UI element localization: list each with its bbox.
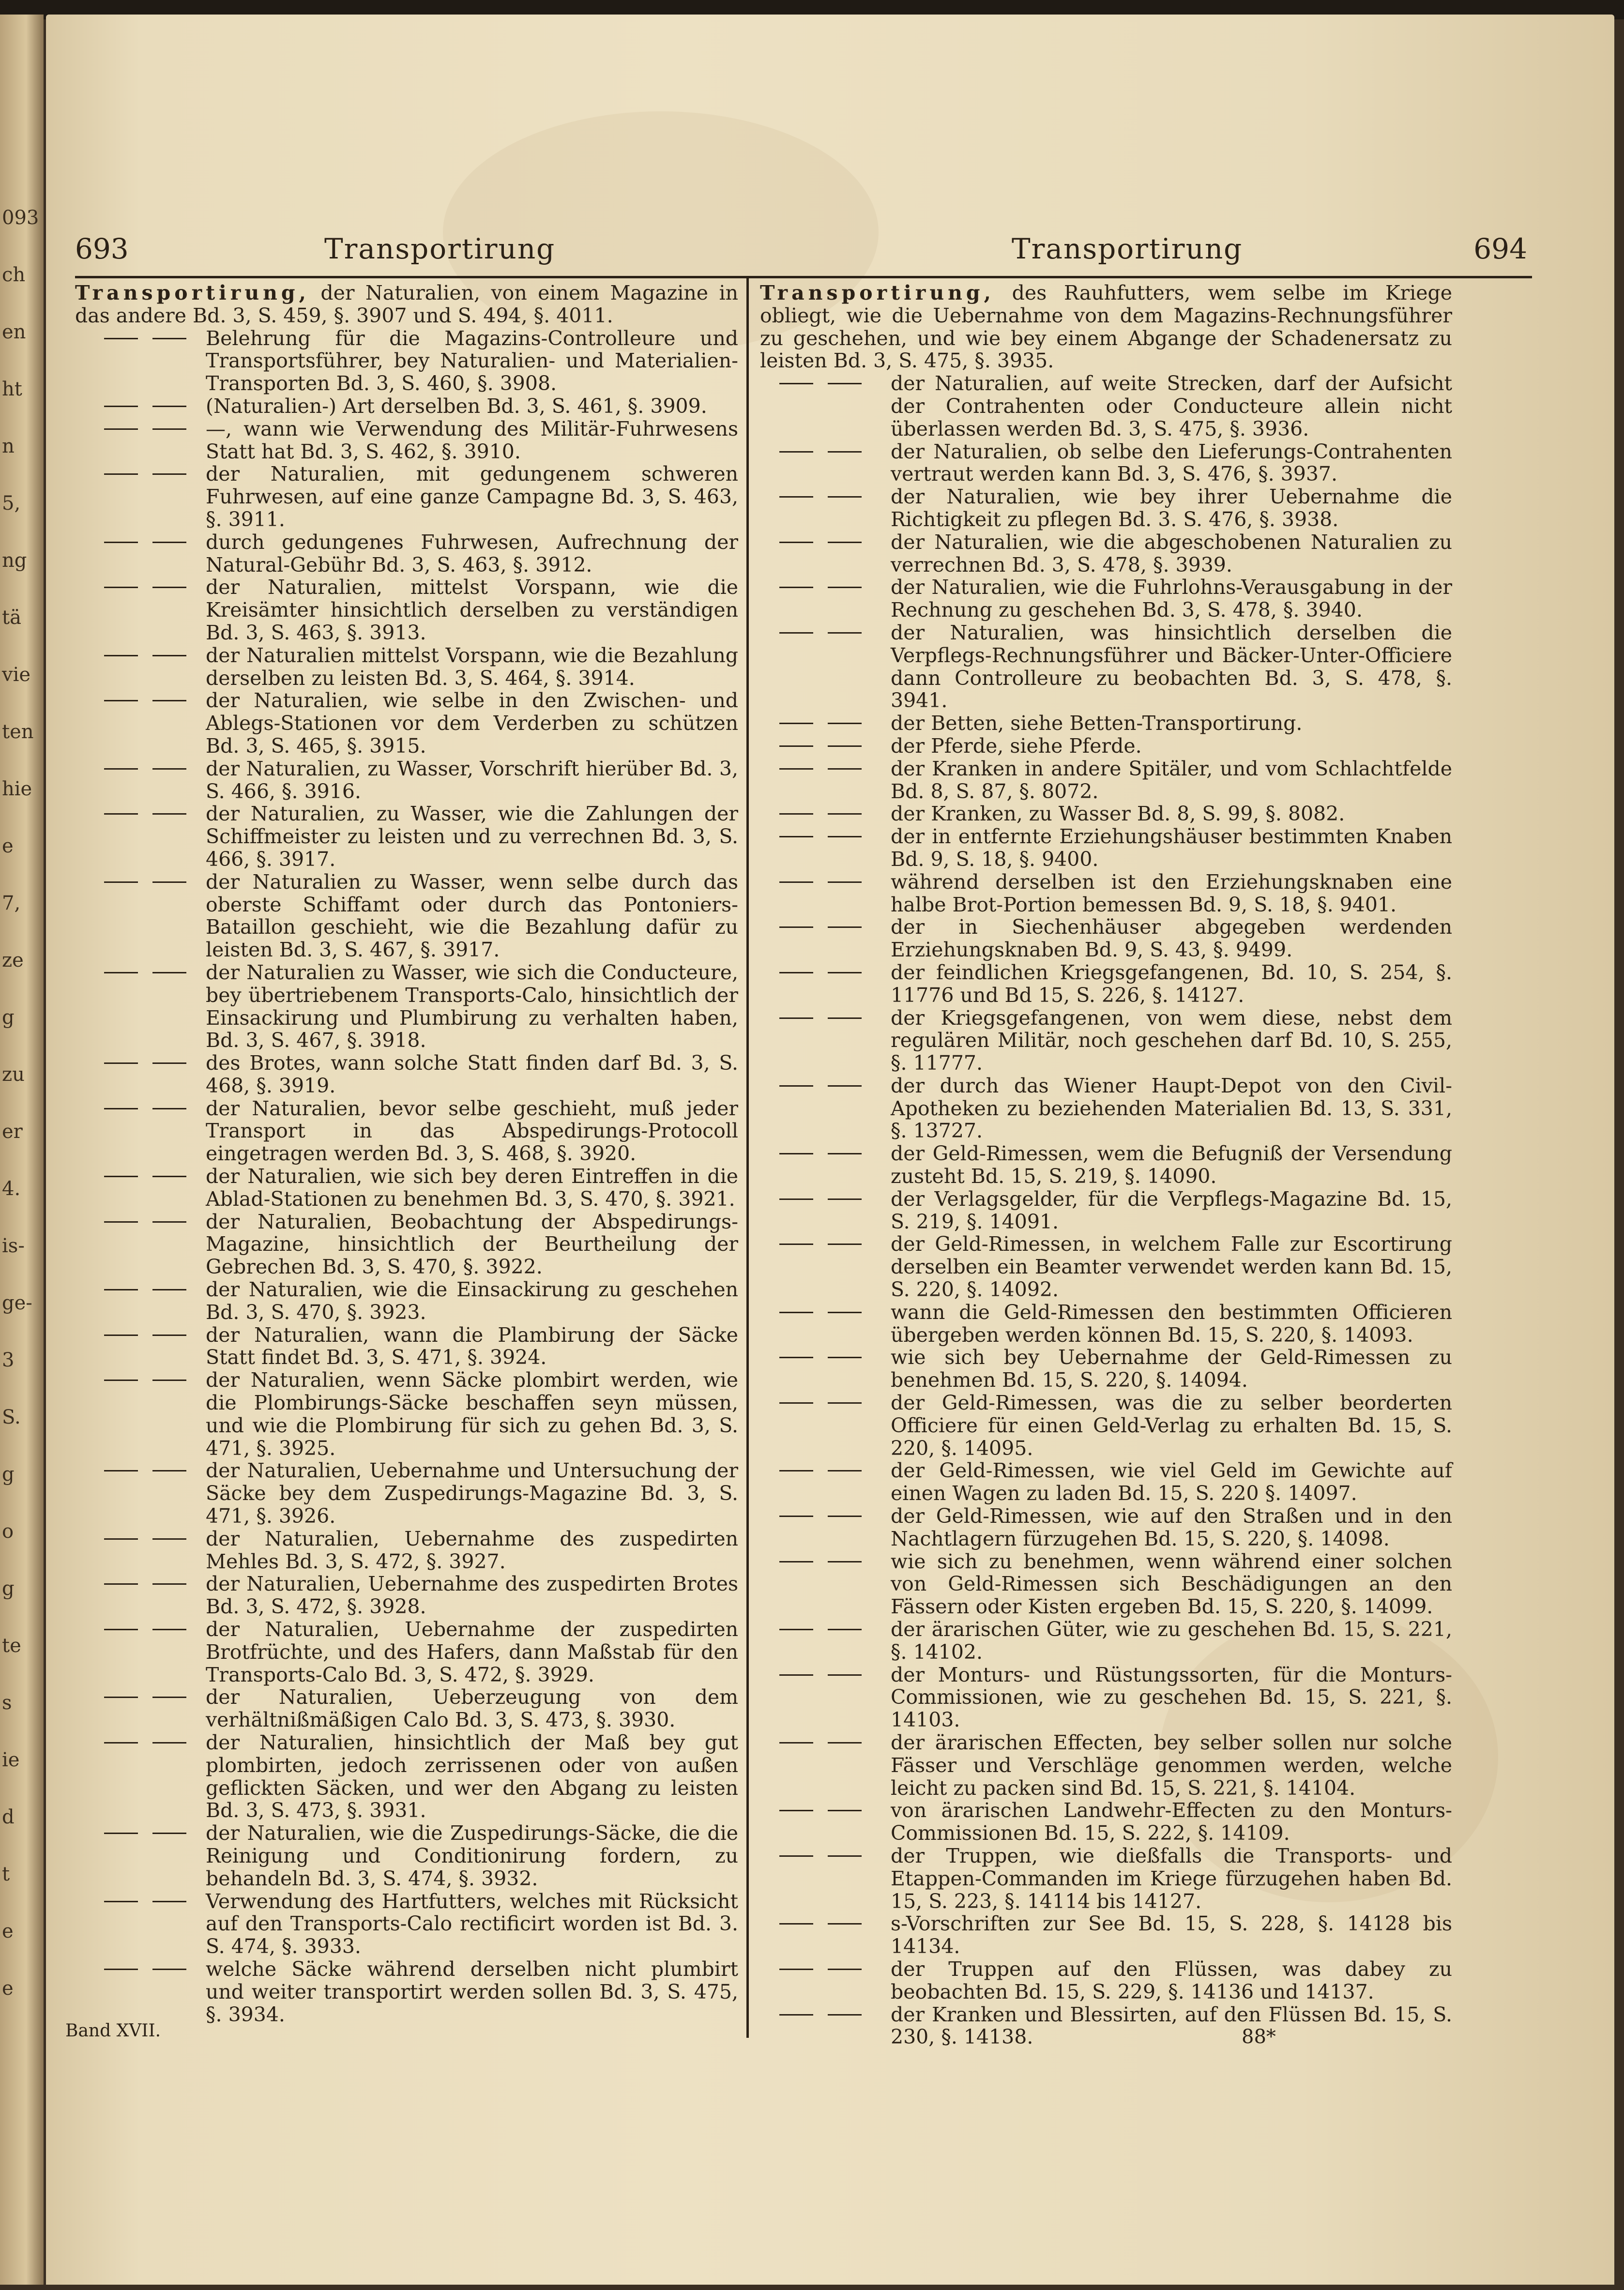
- book-page: [46, 15, 1614, 2285]
- ditto-dash: [104, 813, 186, 815]
- index-entry: [75, 1528, 738, 1573]
- previous-page-fragment: d: [2, 1806, 15, 1828]
- previous-page-fragment: ng: [2, 549, 27, 572]
- index-entry: [75, 1165, 738, 1211]
- index-entry: [760, 1346, 1452, 1392]
- entry-text: der Naturalien, mittelst Vorspann, wie die Kreisämter hinsichtlich derselben zu verständigen Bd. 3, S. 463, §. 3913.: [206, 576, 738, 644]
- index-entry: [75, 1278, 738, 1324]
- index-entry: [75, 1958, 738, 2026]
- index-entry: [760, 1007, 1452, 1075]
- entry-text: der Naturalien, wie sich bey deren Eintreffen in die Ablad-Stationen zu benehmen Bd. 3, S. 470, §. 3921.: [206, 1165, 738, 1211]
- ditto-dash: [779, 632, 862, 634]
- ditto-dash: [779, 1402, 862, 1404]
- entry-text: der Monturs- und Rüstungssorten, für die Monturs-Commissionen, wie zu geschehen Bd. 15, S. 221, §. 14103.: [891, 1663, 1452, 1732]
- ditto-dash: [104, 428, 186, 430]
- ditto-dash: [104, 1697, 186, 1698]
- ditto-dash: [104, 1538, 186, 1540]
- entry-text: der Kranken und Blessirten, auf den Flüssen Bd. 15, S. 230, §. 14138.: [891, 2002, 1452, 2049]
- index-entry: [75, 576, 738, 644]
- column-divider: [746, 276, 749, 2038]
- index-entry: [760, 1958, 1452, 2003]
- index-entry: [75, 1890, 738, 1958]
- previous-page-fragment: g: [2, 1577, 15, 1600]
- previous-page-fragment: t: [2, 1863, 10, 1885]
- index-entry: [760, 531, 1452, 576]
- entry-text: welche Säcke während derselben nicht plumbirt und weiter transportirt werden sollen Bd. 3, S. 475, §. 3934.: [206, 1957, 738, 2026]
- index-entry: [75, 1573, 738, 1618]
- index-entry: [760, 1799, 1452, 1845]
- entry-text: wie sich bey Uebernahme der Geld-Rimessen zu benehmen Bd. 15, S. 220, §. 14094.: [891, 1346, 1452, 1392]
- index-entry: [760, 2003, 1452, 2049]
- entry-text: der durch das Wiener Haupt-Depot von den Civil-Apotheken zu beziehenden Materialien Bd. 13, S. 331, §. 13727.: [891, 1074, 1452, 1143]
- entry-text: der Kranken in andere Spitäler, und vom Schlachtfelde Bd. 8, S. 87, §. 8072.: [891, 757, 1452, 803]
- index-entry: [760, 1301, 1452, 1347]
- ditto-dash: [104, 1742, 186, 1744]
- ditto-dash: [779, 723, 862, 724]
- index-entry: [760, 1505, 1452, 1550]
- entry-text: —, wann wie Verwendung des Militär-Fuhrwesens Statt hat Bd. 3, S. 462, §. 3910.: [206, 417, 738, 463]
- ditto-dash: [779, 383, 862, 384]
- ditto-dash: [104, 1629, 186, 1630]
- ditto-dash: [779, 1017, 862, 1019]
- ditto-dash: [104, 1335, 186, 1336]
- index-entry: [760, 1075, 1452, 1142]
- ditto-dash: [779, 587, 862, 588]
- previous-page-fragment: n: [2, 435, 15, 457]
- index-entry: [760, 758, 1452, 803]
- previous-page-fragment: tä: [2, 607, 21, 629]
- index-entry: [760, 1392, 1452, 1459]
- entry-text: der Naturalien, Ueberzeugung von dem verhältnißmäßigen Calo Bd. 3, S. 473, §. 3930.: [206, 1685, 738, 1732]
- index-entry: [760, 712, 1452, 735]
- entry-text: der Naturalien, wie selbe in den Zwischen- und Ablegs-Stationen vor dem Verderben zu schützen Bd. 3, S. 465, §. 3915.: [206, 689, 738, 758]
- index-entry: [760, 440, 1452, 486]
- index-entry: [75, 395, 738, 418]
- ditto-dash: [779, 1742, 862, 1744]
- ditto-dash: [779, 1810, 862, 1811]
- ditto-dash: [779, 1561, 862, 1562]
- entry-text: der Naturalien, mit gedungenem schweren Fuhrwesen, auf eine ganze Campagne Bd. 3, S. 463, §. 3911.: [206, 462, 738, 531]
- index-entry: [760, 825, 1452, 871]
- index-entry: [75, 1822, 738, 1890]
- previous-page-fragment: ze: [2, 949, 24, 971]
- ditto-dash: [104, 1221, 186, 1223]
- entry-text: der Verlagsgelder, für die Verpflegs-Magazine Bd. 15, S. 219, §. 14091.: [891, 1187, 1452, 1233]
- index-entry: [760, 916, 1452, 961]
- entry-text: der in Siechenhäuser abgegeben werdenden Erziehungsknaben Bd. 9, S. 43, §. 9499.: [891, 915, 1452, 962]
- ditto-dash: [104, 1969, 186, 1970]
- ditto-dash: [779, 1244, 862, 1245]
- entry-text: Belehrung für die Magazins-Controlleure und Transportsführer, bey Naturalien- und Materialien-Transporten Bd. 3, S. 460, §. 3908.: [206, 326, 738, 395]
- ditto-dash: [779, 1629, 862, 1630]
- index-entry: [75, 1731, 738, 1822]
- ditto-dash: [779, 1923, 862, 1925]
- index-entry: [75, 327, 738, 395]
- entry-text: der Naturalien, Beobachtung der Abspedirungs-Magazine, hinsichtlich der Beurtheilung der Gebrechen Bd. 3, S. 470, §. 3922.: [206, 1210, 738, 1279]
- ditto-dash: [779, 1516, 862, 1517]
- previous-page-fragment: e: [2, 1977, 14, 2000]
- entry-text: Verwendung des Hartfutters, welches mit Rücksicht auf den Transports-Calo rectificirt worden ist Bd. 3. S. 474, §. 3933.: [206, 1889, 738, 1958]
- ditto-dash: [104, 1108, 186, 1109]
- previous-page-fragment: 3: [2, 1349, 15, 1371]
- index-entry: [75, 1211, 738, 1278]
- index-entry: [760, 1912, 1452, 1958]
- entry-text: wie sich zu benehmen, wenn während einer solchen von Geld-Rimessen sich Beschädigungen an den Fässern oder Kisten ergeben Bd. 15, S. 220, §. 14099.: [891, 1549, 1452, 1619]
- ditto-dash: [779, 542, 862, 543]
- index-entry: [760, 576, 1452, 622]
- index-entry: [75, 961, 738, 1052]
- previous-page-fragment: hie: [2, 778, 32, 800]
- entry-text: der Geld-Rimessen, in welchem Falle zur Escortirung derselben ein Beamter verwendet werden kann Bd. 15, S. 220, §. 14092.: [891, 1232, 1452, 1302]
- index-entry: [75, 644, 738, 690]
- index-entry: [75, 1686, 738, 1731]
- ditto-dash: [104, 542, 186, 543]
- ditto-dash: [779, 1470, 862, 1471]
- index-entry: [760, 1142, 1452, 1188]
- index-entry: [75, 282, 738, 327]
- ditto-dash: [104, 881, 186, 883]
- previous-page-fragment: ten: [2, 721, 34, 743]
- ditto-dash: [779, 1085, 862, 1087]
- previous-page-fragment: 5,: [2, 492, 21, 515]
- entry-text: des Brotes, wann solche Statt finden darf Bd. 3, S. 468, §. 3919.: [206, 1051, 738, 1097]
- entry-text: der Geld-Rimessen, wie viel Geld im Gewichte auf einen Wagen zu laden Bd. 15, S. 220 §. 14097.: [891, 1459, 1452, 1505]
- entry-text: der Pferde, siehe Pferde.: [891, 734, 1142, 758]
- ditto-dash: [104, 406, 186, 407]
- index-entry: [760, 622, 1452, 712]
- entry-text: der Betten, siehe Betten-Transportirung.: [891, 712, 1303, 735]
- index-entry: [760, 282, 1452, 372]
- ditto-dash: [104, 972, 186, 973]
- index-entry: [760, 485, 1452, 531]
- left-column: [75, 282, 738, 2026]
- ditto-dash: [779, 2014, 862, 2016]
- entry-text: von ärarischen Landwehr-Effecten zu den Monturs-Commissionen Bd. 15, S. 222, §. 14109.: [891, 1799, 1452, 1845]
- previous-page-fragment: is-: [2, 1235, 25, 1257]
- volume-label: Band XVII.: [65, 2021, 161, 2041]
- ditto-dash: [104, 700, 186, 701]
- entry-text: der Naturalien, wenn Säcke plombirt werden, wie die Plombirungs-Säcke beschaffen seyn müssen, und wie die Plombirung für sich zu gehen Bd. 3, S. 471, §. 3925.: [206, 1368, 738, 1460]
- ditto-dash: [779, 1357, 862, 1358]
- previous-page-fragment: ht: [2, 378, 22, 400]
- ditto-dash: [779, 745, 862, 747]
- entry-text: der Naturalien zu Wasser, wie sich die Conducteure, bey übertriebenem Transports-Calo, hinsichtlich der Einsackirung und Plumbirung zu verhalten haben, Bd. 3, S. 467, §. 3918.: [206, 960, 738, 1052]
- ditto-dash: [779, 768, 862, 770]
- entry-text: der Naturalien, Uebernahme der zuspedirten Brotfrüchte, und des Hafers, dann Maßstab für den Transports-Calo Bd. 3, S. 472, §. 3929.: [206, 1618, 738, 1686]
- index-entry: [760, 1459, 1452, 1505]
- ditto-dash: [779, 1674, 862, 1676]
- ditto-dash: [779, 1855, 862, 1857]
- entry-text: wann die Geld-Rimessen den bestimmten Officieren übergeben werden können Bd. 15, S. 220, §. 14093.: [891, 1300, 1452, 1347]
- entry-text: s-Vorschriften zur See Bd. 15, S. 228, §. 14128 bis 14134.: [891, 1912, 1452, 1958]
- entry-text: der Naturalien, hinsichtlich der Maß bey gut plombirten, jedoch zerrissenen oder von außen geflickten Säcken, und wer den Abgang zu leisten Bd. 3, S. 473, §. 3931.: [206, 1731, 738, 1822]
- ditto-dash: [104, 655, 186, 656]
- index-entry: [75, 803, 738, 870]
- index-entry: [760, 871, 1452, 916]
- entry-text: der Naturalien, bevor selbe geschieht, muß jeder Transport in das Abspedirungs-Protocoll eingetragen werden Bd. 3, S. 468, §. 3920.: [206, 1096, 738, 1166]
- ditto-dash: [104, 587, 186, 588]
- entry-text: (Naturalien-) Art derselben Bd. 3, S. 461, §. 3909.: [206, 394, 707, 418]
- entry-text: der Naturalien, wie die Fuhrlohns-Verausgabung in der Rechnung zu geschehen Bd. 3, S. 478, §. 3940.: [891, 576, 1452, 622]
- entry-text: durch gedungenes Fuhrwesen, Aufrechnung der Natural-Gebühr Bd. 3, S. 463, §. 3912.: [206, 530, 738, 576]
- previous-page-fragment: vie: [2, 664, 31, 686]
- ditto-dash: [779, 926, 862, 928]
- running-title-left: Transportirung: [324, 232, 556, 265]
- ditto-dash: [779, 451, 862, 453]
- entry-text: der Truppen auf den Flüssen, was dabey zu beobachten Bd. 15, S. 229, §. 14136 und 14137.: [891, 1957, 1452, 2003]
- index-entry: [760, 1664, 1452, 1731]
- entry-text: der Naturalien, Uebernahme des zuspedirten Mehles Bd. 3, S. 472, §. 3927.: [206, 1527, 738, 1573]
- previous-page-fragment: er: [2, 1121, 23, 1143]
- ditto-dash: [104, 1833, 186, 1834]
- ditto-dash: [104, 1289, 186, 1290]
- previous-page-fragment: 093: [2, 207, 39, 229]
- ditto-dash: [779, 813, 862, 815]
- previous-page-fragment: ge-: [2, 1292, 32, 1314]
- entry-text: der Naturalien, ob selbe den Lieferungs-Contrahenten vertraut werden kann Bd. 3, S. 476, §. 3937.: [891, 440, 1452, 486]
- index-entry: [75, 1052, 738, 1097]
- right-column: [760, 282, 1452, 2048]
- index-entry: [75, 871, 738, 961]
- ditto-dash: [104, 1176, 186, 1177]
- index-entry: [75, 689, 738, 757]
- index-entry: [75, 1097, 738, 1165]
- previous-page-fragment: en: [2, 321, 26, 343]
- previous-page-fragment: ch: [2, 264, 26, 286]
- index-entry: [75, 1459, 738, 1527]
- entry-text: der Geld-Rimessen, wie auf den Straßen und in den Nachtlagern fürzugehen Bd. 15, S. 220, §. 14098.: [891, 1504, 1452, 1550]
- index-entry: [760, 1618, 1452, 1664]
- ditto-dash: [779, 1312, 862, 1313]
- running-title-right: Transportirung: [1012, 232, 1243, 265]
- entry-text: der Naturalien, wann die Plambirung der Säcke Statt findet Bd. 3, S. 471, §. 3924.: [206, 1323, 738, 1369]
- previous-page-fragment: te: [2, 1635, 21, 1657]
- entry-text: der Naturalien, wie bey ihrer Uebernahme die Richtigkeit zu pflegen Bd. 3. S. 476, §. 3938.: [891, 485, 1452, 531]
- entry-text: der Naturalien, wie die abgeschobenen Naturalien zu verrechnen Bd. 3, S. 478, §. 3939.: [891, 530, 1452, 576]
- index-entry: [760, 735, 1452, 758]
- ditto-dash: [104, 768, 186, 770]
- index-entry: [75, 463, 738, 531]
- entry-text: der Naturalien, Uebernahme des zuspedirten Brotes Bd. 3, S. 472, §. 3928.: [206, 1572, 738, 1619]
- index-entry: [75, 418, 738, 463]
- index-entry: [760, 1233, 1452, 1301]
- entry-text: der Geld-Rimessen, was die zu selber beorderten Officiere für einen Geld-Verlag zu erhalten Bd. 15, S. 220, §. 14095.: [891, 1391, 1452, 1460]
- ditto-dash: [104, 1380, 186, 1381]
- ditto-dash: [104, 473, 186, 475]
- index-entry: [75, 1369, 738, 1459]
- previous-page-edge: [0, 15, 44, 2285]
- index-entry: [760, 1731, 1452, 1799]
- index-entry: [75, 1324, 738, 1369]
- index-entry: [760, 961, 1452, 1007]
- previous-page-fragment: e: [2, 835, 14, 857]
- index-entry: [75, 758, 738, 803]
- previous-page-fragment: 7,: [2, 892, 21, 914]
- entry-text: der ärarischen Güter, wie zu geschehen Bd. 15, S. 221, §. 14102.: [891, 1618, 1452, 1664]
- entry-text: der Naturalien zu Wasser, wenn selbe durch das oberste Schiffamt oder durch das Pontoniers-Bataillon geschieht, wie die Bezahlung dafür zu leisten Bd. 3, S. 467, §. 3917.: [206, 870, 738, 962]
- entry-text: der Naturalien, zu Wasser, Vorschrift hierüber Bd. 3, S. 466, §. 3916.: [206, 757, 738, 803]
- entry-text: der Naturalien, wie die Einsackirung zu geschehen Bd. 3, S. 470, §. 3923.: [206, 1278, 738, 1324]
- entry-text: der Naturalien, Uebernahme und Untersuchung der Säcke bey dem Zuspedirungs-Magazine Bd. 3, S. 471, §. 3926.: [206, 1459, 738, 1528]
- previous-page-fragment: s: [2, 1692, 12, 1714]
- entry-text: der Naturalien, wie die Zuspedirungs-Säcke, die die Reinigung und Conditionirung fordern, zu behandeln Bd. 3, S. 474, §. 3932.: [206, 1821, 738, 1890]
- entry-text: der Naturalien, zu Wasser, wie die Zahlungen der Schiffmeister zu leisten und zu verrechnen Bd. 3, S. 466, §. 3917.: [206, 802, 738, 871]
- previous-page-fragment: ie: [2, 1749, 20, 1771]
- ditto-dash: [779, 836, 862, 837]
- index-entry: [760, 803, 1452, 825]
- entry-text: des Rauhfutters, wem selbe im Kriege obliegt, wie die Uebernahme von dem Magazins-Rechnungsführer zu geschehen, und wie bey einem Abgange der Schadenersatz zu leisten Bd. 3, S. 475, §. 3935.: [760, 281, 1452, 373]
- entry-headword: Transportirung,: [75, 281, 310, 304]
- entry-text: der Kranken, zu Wasser Bd. 8, S. 99, §. 8082.: [891, 802, 1345, 826]
- index-entry: [760, 1550, 1452, 1618]
- entry-text: der Kriegsgefangenen, von wem diese, nebst dem regulären Militär, noch geschehen darf Bd. 10, S. 255, §. 11777.: [891, 1006, 1452, 1075]
- entry-text: der Geld-Rimessen, wem die Befugniß der Versendung zusteht Bd. 15, S. 219, §. 14090.: [891, 1142, 1452, 1188]
- entry-text: der Truppen, wie dießfalls die Transports- und Etappen-Commanden im Kriege fürzugehen haben Bd. 15, S. 223, §. 14114 bis 14127.: [891, 1844, 1452, 1913]
- ditto-dash: [779, 881, 862, 883]
- ditto-dash: [779, 1198, 862, 1200]
- ditto-dash: [104, 338, 186, 339]
- entry-text: der Naturalien mittelst Vorspann, wie die Bezahlung derselben zu leisten Bd. 3, S. 464, §. 3914.: [206, 643, 738, 690]
- ditto-dash: [104, 1583, 186, 1585]
- ditto-dash: [779, 1969, 862, 1970]
- index-entry: [75, 531, 738, 576]
- entry-text: der Naturalien, von einem Magazine in das andere Bd. 3, S. 459, §. 3907 und S. 494, §. 4011.: [75, 281, 738, 327]
- entry-text: der Naturalien, auf weite Strecken, darf der Aufsicht der Contrahenten oder Conducteure allein nicht überlassen werden Bd. 3, S. 475, §. 3936.: [891, 372, 1452, 440]
- previous-page-fragment: e: [2, 1920, 14, 1942]
- signature-mark: 88*: [1242, 2026, 1276, 2048]
- entry-headword: Transportirung,: [760, 281, 995, 304]
- previous-page-fragment: g: [2, 1006, 15, 1029]
- ditto-dash: [104, 1062, 186, 1064]
- ditto-dash: [779, 972, 862, 973]
- index-entry: [760, 372, 1452, 440]
- index-entry: [760, 1188, 1452, 1233]
- index-entry: [75, 1618, 738, 1686]
- entry-text: der ärarischen Effecten, bey selber sollen nur solche Fässer und Verschläge genommen werden, welche leicht zu packen sind Bd. 15, S. 221, §. 14104.: [891, 1731, 1452, 1800]
- entry-text: während derselben ist den Erziehungsknaben eine halbe Brot-Portion bemessen Bd. 9, S. 18, §. 9401.: [891, 870, 1452, 916]
- page-number-right: 694: [1473, 232, 1527, 265]
- ditto-dash: [104, 1470, 186, 1471]
- ditto-dash: [779, 1153, 862, 1154]
- entry-text: der Naturalien, was hinsichtlich derselben die Verpflegs-Rechnungsführer und Bäcker-Unter-Officiere dann Controlleure zu beobachten Bd. 3, S. 478, §. 3941.: [891, 621, 1452, 713]
- previous-page-fragment: S.: [2, 1406, 21, 1428]
- ditto-dash: [104, 1901, 186, 1902]
- header-rule: [75, 276, 1532, 278]
- index-entry: [760, 1845, 1452, 1912]
- previous-page-fragment: 4.: [2, 1178, 21, 1200]
- previous-page-fragment: o: [2, 1520, 14, 1543]
- ditto-dash: [779, 496, 862, 498]
- entry-text: der feindlichen Kriegsgefangenen, Bd. 10, S. 254, §. 11776 und Bd 15, S. 226, §. 14127.: [891, 960, 1452, 1007]
- entry-text: der in entfernte Erziehungshäuser bestimmten Knaben Bd. 9, S. 18, §. 9400.: [891, 825, 1452, 871]
- previous-page-fragment: g: [2, 1463, 15, 1486]
- page-header: [46, 223, 1614, 276]
- page-number-left: 693: [75, 232, 129, 265]
- previous-page-fragment: zu: [2, 1063, 25, 1086]
